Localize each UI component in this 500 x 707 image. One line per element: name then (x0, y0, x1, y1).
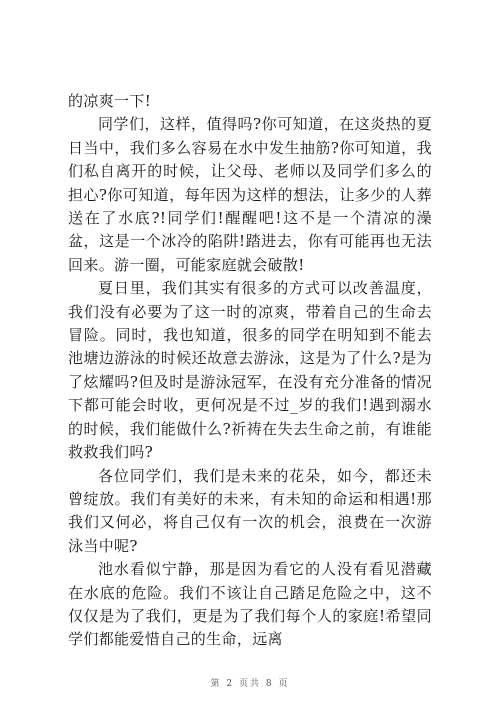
paragraph-5: 池水看似宁静，那是因为看它的人没有看见潜藏在水底的危险。我们不该让自己踏足危险之中，这不仅仅是为了我们，更是为了我们每个人的家庭!希望同学们都能爱惜自己的生命，远离 (68, 560, 432, 649)
document-body (68, 90, 432, 652)
page-footer: 第 2 页共 8 页 (210, 679, 290, 689)
paragraph-2: 同学们，这样，值得吗?你可知道，在这炎热的夏日当中，我们多么容易在水中发生抽筋?你可知道，我们私自离开的时候，让父母、老师以及同学们多么的担心?你可知道，每年因为这样的想法，让多少的人葬送在了水底?!同学们!醒醒吧!这不是一个清凉的澡盆，这是一个冰冷的陷阱!踏进去，你有可能再也无法回来。游一圈，可能家庭就会破散! (68, 115, 432, 274)
paragraph-1: 的凉爽一下! (68, 92, 152, 110)
paragraph-3: 夏日里，我们其实有很多的方式可以改善温度，我们没有必要为了这一时的凉爽，带着自己的生命去冒险。同时，我也知道，很多的同学在明知到不能去池塘边游泳的时候还故意去游泳，这是为了什么?是为了炫耀吗?但及时是游泳冠军，在没有充分准备的情况下都可能会时收，更何况是不过_岁的我们!遇到溺水的时候，我们能做什么?祈祷在失去生命之前，有谁能救救我们吗? (68, 279, 432, 462)
paragraph-4: 各位同学们，我们是未来的花朵，如今，都还未曾绽放。我们有美好的未来，有未知的命运和相遇!那我们又何必，将自己仅有一次的机会，浪费在一次游泳当中呢? (68, 466, 432, 555)
